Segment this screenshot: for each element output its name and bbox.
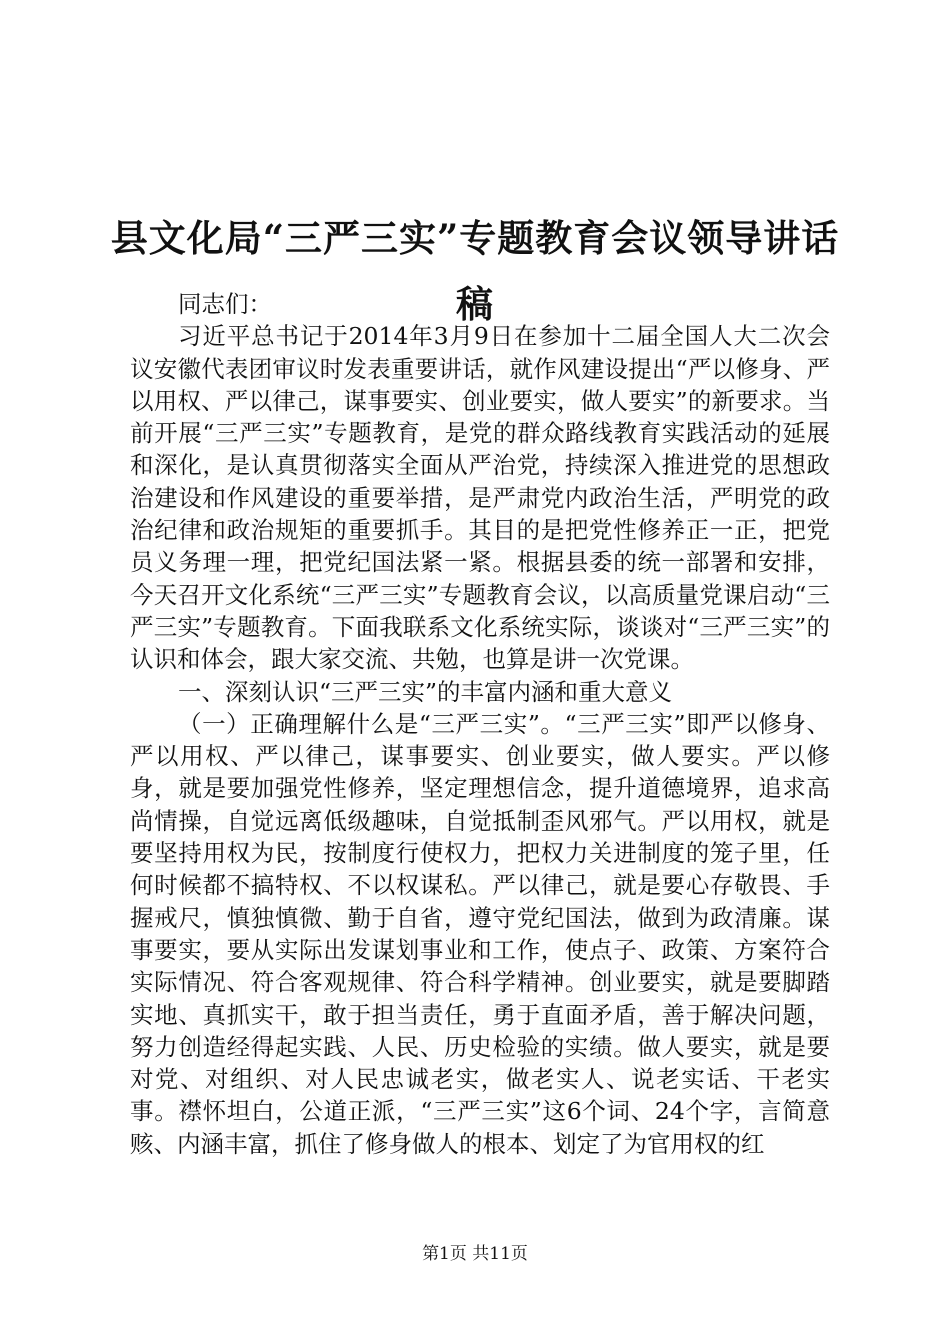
paragraph-intro: 习近平总书记于2014年3月9日在参加十二届全国人大二次会议安徽代表团审议时发表重要讲话，就作风建设提出“严以修身、严以用权、严以律己，谋事要实、创业要实，做人要实”的新要求。当前开展“三严三实”专题教育，是党的群众路线教育实践活动的延展和深化，是认真贯彻落实全面从严治党，持续深入推进党的思想政治建设和作风建设的重要举措，是严肃党内政治生活，严明党的政治纪律和政治规矩的重要抓手。其目的是把党性修养正一正，把党员义务理一理，把党纪国法紧一紧。根据县委的统一部署和安排，今天召开文化系统“三严三实”专题教育会议，以高质量党课启动“三严三实”专题教育。下面我联系文化系统实际，谈谈对“三严三实”的认识和体会，跟大家交流、共勉，也算是讲一次党课。 — [130, 322, 830, 674]
document-body — [130, 288, 830, 1160]
document-title: 县文化局“三严三实”专题教育会议领导讲话稿 — [110, 215, 840, 326]
salutation: 同志们： — [178, 290, 272, 318]
page-footer: 第1页 共11页 — [422, 1244, 528, 1264]
paragraph-subsection-1: （一）正确理解什么是“三严三实”。“三严三实”即严以修身、严以用权、严以律己，谋事要实、创业要实，做人要实。严以修身，就是要加强党性修养，坚定理想信念，提升道德境界，追求高尚情操，自觉远离低级趣味，自觉抵制歪风邪气。严以用权，就是要坚持用权为民，按制度行使权力，把权力关进制度的笼子里，任何时候都不搞特权、不以权谋私。严以律己，就是要心存敬畏、手握戒尺，慎独慎微、勤于自省，遵守党纪国法，做到为政清廉。谋事要实，要从实际出发谋划事业和工作，使点子、政策、方案符合实际情况、符合客观规律、符合科学精神。创业要实，就是要脚踏实地、真抓实干，敢于担当责任，勇于直面矛盾，善于解决问题，努力创造经得起实践、人民、历史检验的实绩。做人要实，就是要对党、对组织、对人民忠诚老实，做老实人、说老实话、干老实事。襟怀坦白，公道正派，“三严三实”这6个词、24个字，言简意赅、内涵丰富，抓住了修身做人的根本、划定了为官用权的红 — [130, 709, 830, 1158]
section-heading: 一、深刻认识“三严三实”的丰富内涵和重大意义 — [178, 677, 673, 706]
